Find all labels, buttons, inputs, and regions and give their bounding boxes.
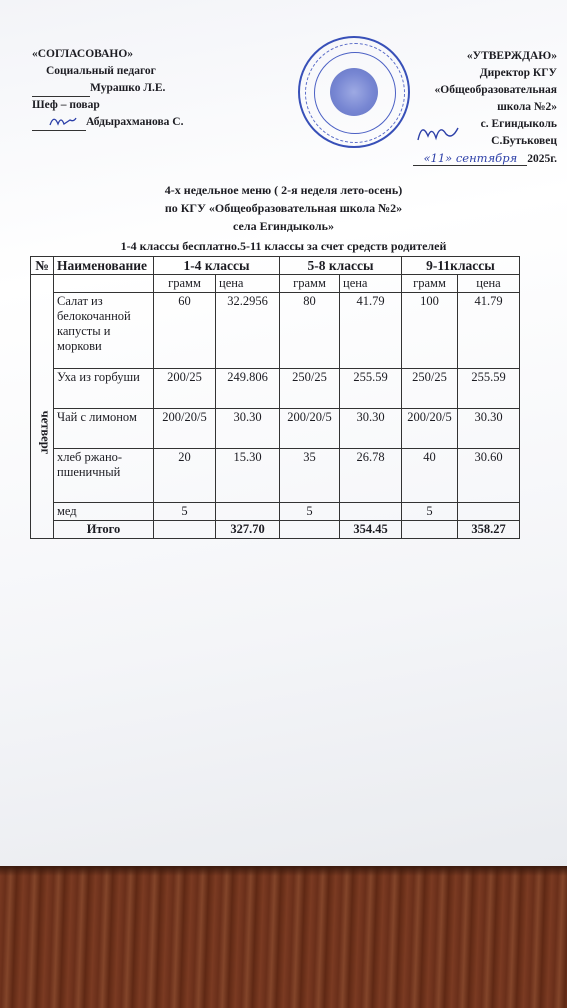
cell-gram: 250/25	[280, 369, 340, 409]
dish-name: хлеб ржано-пшеничный	[54, 449, 154, 503]
menu-title-line4: 1-4 классы бесплатно.5-11 классы за счет средств родителей	[120, 239, 447, 253]
cell-price: 15.30	[216, 449, 280, 503]
menu-table	[30, 256, 520, 539]
cell-price: 30.30	[216, 409, 280, 449]
cell-gram: 35	[280, 449, 340, 503]
cell-price	[216, 503, 280, 521]
dish-name: Уха из горбуши	[54, 369, 154, 409]
cell-price: 41.79	[458, 293, 520, 369]
cell-price: 255.59	[458, 369, 520, 409]
subheader-gram: грамм	[280, 275, 340, 293]
table-row	[31, 449, 520, 503]
cell-price: 26.78	[340, 449, 402, 503]
menu-title-line2: по КГУ «Общеобразовательная школа №2»	[164, 201, 403, 215]
cell-gram: 250/25	[402, 369, 458, 409]
cell-price: 255.59	[340, 369, 402, 409]
table-header-row	[31, 257, 520, 275]
table-subheader-row	[31, 275, 520, 293]
pedagog-title: Социальный педагог	[46, 65, 156, 77]
approve-label: «УТВЕРЖДАЮ»	[466, 50, 557, 62]
chef-signature-icon	[48, 112, 78, 128]
village-name: с. Егиндыколь	[480, 118, 557, 130]
cell-gram: 5	[154, 503, 216, 521]
total-grade-9-11: 358.27	[458, 521, 520, 539]
subheader-gram: грамм	[154, 275, 216, 293]
date-handwritten: «11» сентября	[413, 151, 527, 166]
table-total-row	[31, 521, 520, 539]
pedagog-signature-line	[32, 80, 232, 97]
subheader-price: цена	[458, 275, 520, 293]
table-row	[31, 409, 520, 449]
cell-price	[340, 503, 402, 521]
cell-price: 41.79	[340, 293, 402, 369]
approval-year: 2025г.	[527, 153, 557, 165]
school-name-line1: «Общеобразовательная	[434, 84, 557, 96]
wooden-desk-background	[0, 866, 567, 1008]
dish-name: Салат из белокочанной капусты и моркови	[54, 293, 154, 369]
column-grade-5-8-header: 5-8 классы	[280, 257, 402, 275]
cell-gram: 80	[280, 293, 340, 369]
cell-gram: 60	[154, 293, 216, 369]
subheader-price: цена	[216, 275, 280, 293]
approved-label: «СОГЛАСОВАНО»	[32, 48, 134, 60]
menu-title-line3: села Егиндыколь»	[233, 219, 334, 233]
approval-date	[397, 150, 557, 168]
director-name: С.Бутьковец	[491, 135, 557, 147]
column-number-header: №	[31, 257, 54, 275]
cell-gram: 20	[154, 449, 216, 503]
cell-gram: 5	[402, 503, 458, 521]
cell-price: 32.2956	[216, 293, 280, 369]
column-grade-9-11-header: 9-11классы	[402, 257, 520, 275]
subheader-price: цена	[340, 275, 402, 293]
menu-title-line1: 4-х недельное меню ( 2-я неделя лето-осень)	[164, 183, 403, 197]
table-row	[31, 503, 520, 521]
cell-price: 30.30	[340, 409, 402, 449]
chef-name: Абдырахманова С.	[86, 116, 184, 128]
total-grade-1-4: 327.70	[216, 521, 280, 539]
total-grade-5-8: 354.45	[340, 521, 402, 539]
table-row	[31, 369, 520, 409]
cell-gram: 40	[402, 449, 458, 503]
day-cell	[31, 275, 54, 539]
cell-gram: 200/20/5	[280, 409, 340, 449]
cell-price: 30.60	[458, 449, 520, 503]
subheader-gram: грамм	[402, 275, 458, 293]
director-title: Директор КГУ	[479, 67, 557, 79]
director-signature-icon	[414, 118, 460, 146]
chef-title: Шеф – повар	[32, 99, 100, 111]
approval-block-right	[397, 48, 557, 168]
cell-gram: 200/20/5	[154, 409, 216, 449]
dish-name: мед	[54, 503, 154, 521]
official-seal-icon	[298, 36, 410, 148]
total-label: Итого	[54, 521, 154, 539]
cell-gram: 100	[402, 293, 458, 369]
column-grade-1-4-header: 1-4 классы	[154, 257, 280, 275]
cell-gram: 5	[280, 503, 340, 521]
column-name-header: Наименование	[54, 257, 154, 275]
cell-price	[458, 503, 520, 521]
table-row	[31, 293, 520, 369]
day-label: четверг	[38, 410, 53, 455]
cell-gram: 200/25	[154, 369, 216, 409]
school-name-line2: школа №2»	[497, 101, 557, 113]
dish-name: Чай с лимоном	[54, 409, 154, 449]
cell-gram: 200/20/5	[402, 409, 458, 449]
cell-price: 249.806	[216, 369, 280, 409]
pedagog-name: Мурашко Л.Е.	[90, 82, 166, 94]
cell-price: 30.30	[458, 409, 520, 449]
